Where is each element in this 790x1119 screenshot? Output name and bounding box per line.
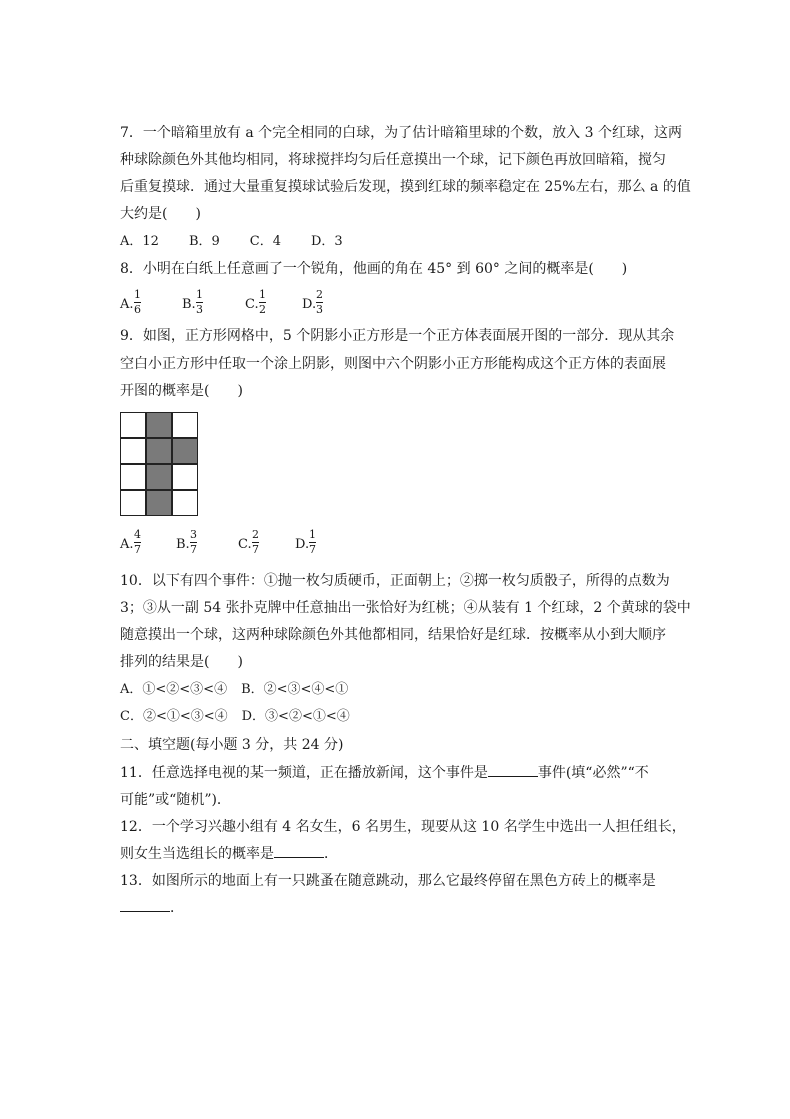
q10-line-2: 3；③从一副 54 张扑克牌中任意抽出一张恰好为红桃；④从装有 1 个红球，2 个黄球的袋中 (120, 600, 691, 616)
q7-line-2: 种球除颜色外其他均相同，将球搅拌均匀后任意摸出一个球，记下颜色再放回暗箱，搅匀 (120, 152, 666, 168)
grid-cell-shaded (146, 464, 172, 490)
q9-line-1: 9．如图，正方形网格中，5 个阴影小正方形是一个正方体表面展开图的一部分．现从其余 (120, 328, 675, 344)
q8-option-d-label: D. (302, 297, 317, 312)
grid-cell-blank (120, 464, 146, 490)
q10-line-4: 排列的结果是( ) (120, 654, 243, 670)
q8-option-b-label: B. (182, 297, 196, 312)
section-2-heading: 二、填空题(每小题 3 分，共 24 分) (120, 737, 344, 753)
grid-cell-shaded (172, 438, 198, 464)
q10-option-b[interactable]: B．②<③<④<① (241, 682, 349, 697)
grid-cell-blank (120, 412, 146, 438)
q8-option-b-fraction: 1 3 (196, 288, 203, 316)
grid-cell-blank (120, 438, 146, 464)
q13-line-1: 13．如图所示的地面上有一只跳蚤在随意跳动，那么它最终停留在黑色方砖上的概率是 (120, 873, 656, 889)
q10-line-3: 随意摸出一个球，这两种球除颜色外其他都相同，结果恰好是红球．按概率从小到大顺序 (120, 627, 666, 643)
q10-options-row-1 (120, 681, 378, 699)
grid-cell-shaded (146, 412, 172, 438)
q10-option-a[interactable]: A．①<②<③<④ (120, 682, 228, 697)
q9-line-2: 空白小正方形中任取一个涂上阴影，则图中六个阴影小正方形能构成这个正方体的表面展 (120, 356, 666, 372)
q9-grid-figure (120, 412, 200, 518)
q10-option-d[interactable]: D．③<②<①<④ (241, 709, 350, 724)
q8-option-a-fraction: 1 6 (134, 288, 141, 316)
grid-cell-shaded (146, 438, 172, 464)
q8-stem: 8．小明在白纸上任意画了一个锐角，他画的角在 45° 到 60° 之间的概率是( ) (120, 261, 628, 277)
q11-text-before: 11．任意选择电视的某一频道，正在播放新闻，这个事件是 (120, 765, 488, 781)
q8-option-a-label: A. (120, 297, 134, 312)
q9-option-b-label: B. (176, 537, 190, 552)
q12-text-before: 则女生当选组长的概率是 (120, 846, 274, 862)
q8-option-c-fraction: 1 2 (259, 288, 266, 316)
q7-option-d[interactable]: D．3 (310, 234, 343, 249)
q8-option-d-fraction: 2 3 (316, 288, 323, 316)
q10-option-c[interactable]: C．②<①<③<④ (120, 709, 228, 724)
q7-line-3: 后重复摸球．通过大量重复摸球试验后发现，摸到红球的频率稳定在 25%左右，那么 a 的值 (120, 179, 691, 195)
q9-option-c-fraction: 2 7 (252, 528, 259, 556)
grid-cell-blank (172, 412, 198, 438)
q10-options-row-2 (120, 708, 380, 726)
q9-option-d-label: D. (295, 537, 310, 552)
q12-text-after: ． (324, 846, 338, 862)
grid-cell-shaded (146, 490, 172, 516)
q9-option-a-fraction: 4 7 (134, 528, 141, 556)
q9-option-d-fraction: 1 7 (309, 528, 316, 556)
grid-cell-blank (172, 490, 198, 516)
q11-line-1 (120, 764, 649, 782)
q12-answer-blank[interactable] (274, 845, 324, 858)
q9-option-b-fraction: 3 7 (190, 528, 197, 556)
q7-line-1: 7．一个暗箱里放有 a 个完全相同的白球，为了估计暗箱里球的个数，放入 3 个红球，这两 (120, 125, 682, 141)
q7-option-a[interactable]: A．12 (120, 234, 159, 249)
grid-cell-blank (120, 490, 146, 516)
q7-options (120, 233, 373, 251)
q7-line-4: 大约是( ) (120, 206, 201, 222)
q13-answer-blank[interactable] (120, 899, 170, 912)
q11-line-2: 可能”或“随机”)． (120, 792, 231, 808)
q11-answer-blank[interactable] (488, 764, 538, 777)
q9-line-3: 开图的概率是( ) (120, 383, 243, 399)
grid-cell-blank (172, 464, 198, 490)
q11-text-after: 事件(填“必然”“不 (537, 765, 649, 781)
q12-line-2 (120, 845, 338, 863)
q13-text-after: ． (170, 900, 184, 916)
q9-option-c-label: C. (238, 537, 252, 552)
q8-option-c-label: C. (245, 297, 259, 312)
q7-option-c[interactable]: C．4 (249, 234, 281, 249)
q10-line-1: 10．以下有四个事件：①抛一枚匀质硬币，正面朝上；②掷一枚匀质骰子，所得的点数为 (120, 573, 670, 589)
q12-line-1: 12．一个学习兴趣小组有 4 名女生，6 名男生，现要从这 10 名学生中选出一人担任组长， (120, 819, 686, 835)
q7-option-b[interactable]: B．9 (188, 234, 220, 249)
q13-line-2 (120, 899, 184, 917)
q9-option-a-label: A. (120, 537, 134, 552)
